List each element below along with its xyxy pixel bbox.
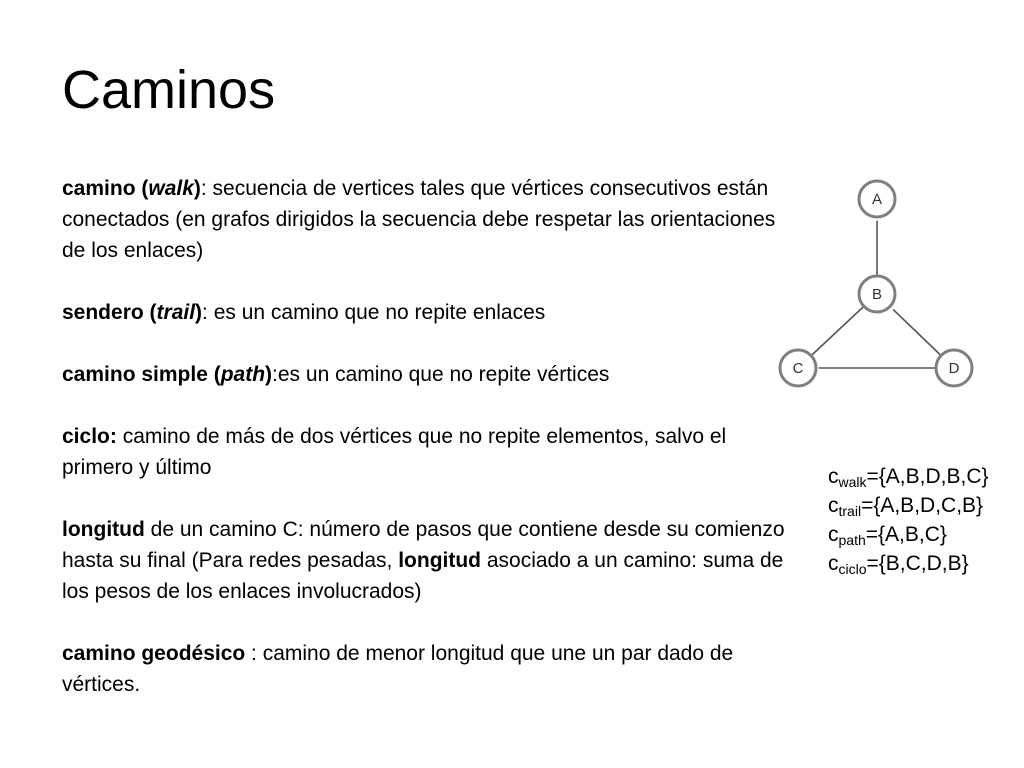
node-a [859,181,898,221]
definition-geodesic-text: : camino de menor longitud que une un par dado de vértices. [62,642,734,696]
node-c-label: C [792,360,804,377]
term-trail-end: ) [195,301,203,324]
example-trail [828,491,989,520]
definition-geodesic [62,638,792,700]
node-b [859,276,898,316]
definition-cycle [62,421,792,483]
definition-walk-text: : secuencia de vertices tales que vértices consecutivos están conectados (en grafos dirigidos la secuencia debe respetar las orientaciones de los enlaces) [62,177,776,262]
definition-length-text-2: asociado a un camino: suma de los pesos de los enlaces involucrados) [62,549,784,603]
definition-length [62,514,792,607]
term-walk-end: ) [193,177,201,200]
term-walk-label: camino ( [62,177,149,200]
term-trail [62,301,202,324]
term-path-end: ) [265,363,273,386]
example-trail-prefix: c [828,494,839,517]
node-d-label: D [948,360,960,377]
term-cycle: ciclo: [62,425,117,448]
term-walk-italic: walk [148,177,194,200]
term-trail-label: sendero ( [62,301,157,324]
term-path [62,363,272,386]
node-d [936,350,975,390]
example-walk-value: ={A,B,D,B,C} [866,465,989,488]
node-b-label: B [871,286,883,303]
example-walk-sub: walk [838,474,867,490]
graph-diagram [770,170,990,400]
example-walk [828,462,989,491]
node-a-label: A [871,191,883,208]
term-path-label: camino simple ( [62,363,221,386]
path-examples [828,462,989,578]
definition-path [62,359,792,390]
example-cycle-prefix: c [828,552,839,575]
example-path [828,520,989,549]
example-path-value: ={A,B,C} [865,523,947,546]
example-trail-sub: trail [838,503,862,519]
definitions-text [62,173,792,731]
term-path-italic: path [220,363,266,386]
term-length-2: longitud [398,549,482,572]
example-trail-value: ={A,B,D,C,B} [861,494,984,517]
definition-cycle-text: camino de más de dos vértices que no repite elementos, salvo el primero y último [62,425,727,479]
slide-title: Caminos [62,60,276,120]
term-walk [62,177,201,200]
definition-trail [62,297,792,328]
definition-walk [62,173,792,266]
example-path-sub: path [838,532,866,548]
term-geodesic: camino geodésico [62,642,246,665]
definition-trail-text: : es un camino que no repite enlaces [202,301,546,324]
example-cycle [828,549,989,578]
term-length: longitud [62,518,145,541]
example-cycle-sub: ciclo [838,561,867,577]
node-c [780,350,819,390]
definition-length-text-1: de un camino C: número de pasos que contiene desde su comienzo hasta su final (Para redes pesadas, [62,518,785,572]
example-cycle-value: ={B,C,D,B} [866,552,969,575]
definition-path-text: :es un camino que no repite vértices [272,363,610,386]
example-path-prefix: c [828,523,839,546]
term-trail-italic: trail [156,301,196,324]
example-walk-prefix: c [828,465,839,488]
